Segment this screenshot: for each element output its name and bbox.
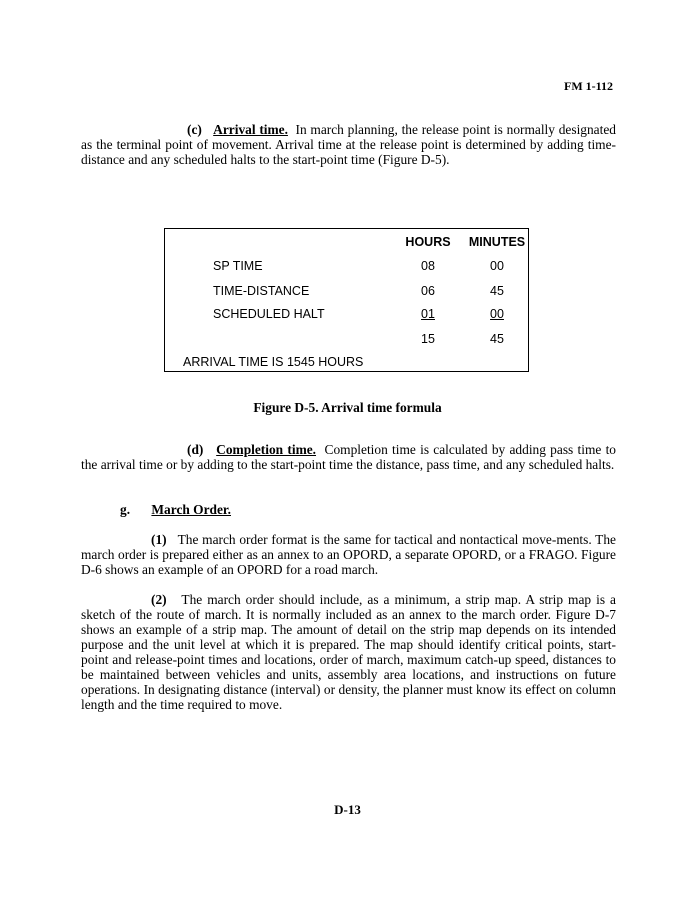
row-hours-sp-time: 08 <box>421 259 435 273</box>
total-hours: 15 <box>421 332 435 346</box>
paragraph-text: The march order format is the same for tactical and nontactical move-ments. The march order is prepared either as an annex to an OPORD, a separate OPORD, or a FRAGO. Figure D-6 shows an example of an OPORD for a road march. <box>81 532 616 577</box>
section-label: g. <box>120 502 131 517</box>
row-label-scheduled-halt: SCHEDULED HALT <box>213 307 325 321</box>
arrival-time-result: ARRIVAL TIME IS 1545 HOURS <box>183 355 364 369</box>
section-title: March Order. <box>151 502 231 517</box>
paragraph-label: (1) <box>151 532 167 547</box>
arrival-time-figure <box>164 228 529 372</box>
paragraph-march-order-format <box>81 532 616 577</box>
paragraph-text: The march order should include, as a minimum, a strip map. A strip map is a sketch of the route of march. It is normally included as an annex to the march order. Figure D-7 shows an example of a strip map. The amount of detail on the strip map depends on its intended purpose and the unit level at which it is prepared. The map should identify critical points, start-point and release-point times and locations, order of march, maximum catch-up speed, distances to be maintained between vehicles and units, assembly area locations, and instructions on future operations. In designating distance (interval) or density, the planner must know its effect on column length and the time required to move. <box>81 592 616 712</box>
paragraph-completion-time <box>81 442 616 472</box>
row-minutes-scheduled-halt: 00 <box>490 307 504 321</box>
column-header-minutes: MINUTES <box>468 235 526 249</box>
row-label-time-distance: TIME-DISTANCE <box>213 284 310 298</box>
paragraph-strip-map <box>81 592 616 712</box>
paragraph-title: Arrival time. <box>213 122 288 137</box>
paragraph-arrival-time <box>81 122 616 167</box>
document-id: FM 1-112 <box>564 79 613 93</box>
paragraph-label: (c) <box>187 122 202 137</box>
total-minutes: 45 <box>490 332 504 346</box>
column-header-hours: HOURS <box>405 235 451 249</box>
row-minutes-sp-time: 00 <box>490 259 504 273</box>
section-march-order <box>120 502 520 517</box>
page-number: D-13 <box>334 802 361 817</box>
row-minutes-time-distance: 45 <box>490 284 504 298</box>
row-label-sp-time: SP TIME <box>213 259 263 273</box>
paragraph-label: (d) <box>187 442 204 457</box>
row-hours-time-distance: 06 <box>421 284 435 298</box>
paragraph-text: In march planning, the release point is normally designated as the terminal point of movement. Arrival time at the release point is determined by adding time-distance and any scheduled halts to the start-point time (Figure D-5). <box>81 122 616 167</box>
paragraph-title: Completion time. <box>216 442 317 457</box>
figure-caption: Figure D-5. Arrival time formula <box>253 400 442 415</box>
paragraph-text: Completion time is calculated by adding pass time to the arrival time or by adding to the start-point time the distance, pass time, and any scheduled halts. <box>81 442 616 472</box>
row-hours-scheduled-halt: 01 <box>421 307 435 321</box>
paragraph-label: (2) <box>151 592 167 607</box>
